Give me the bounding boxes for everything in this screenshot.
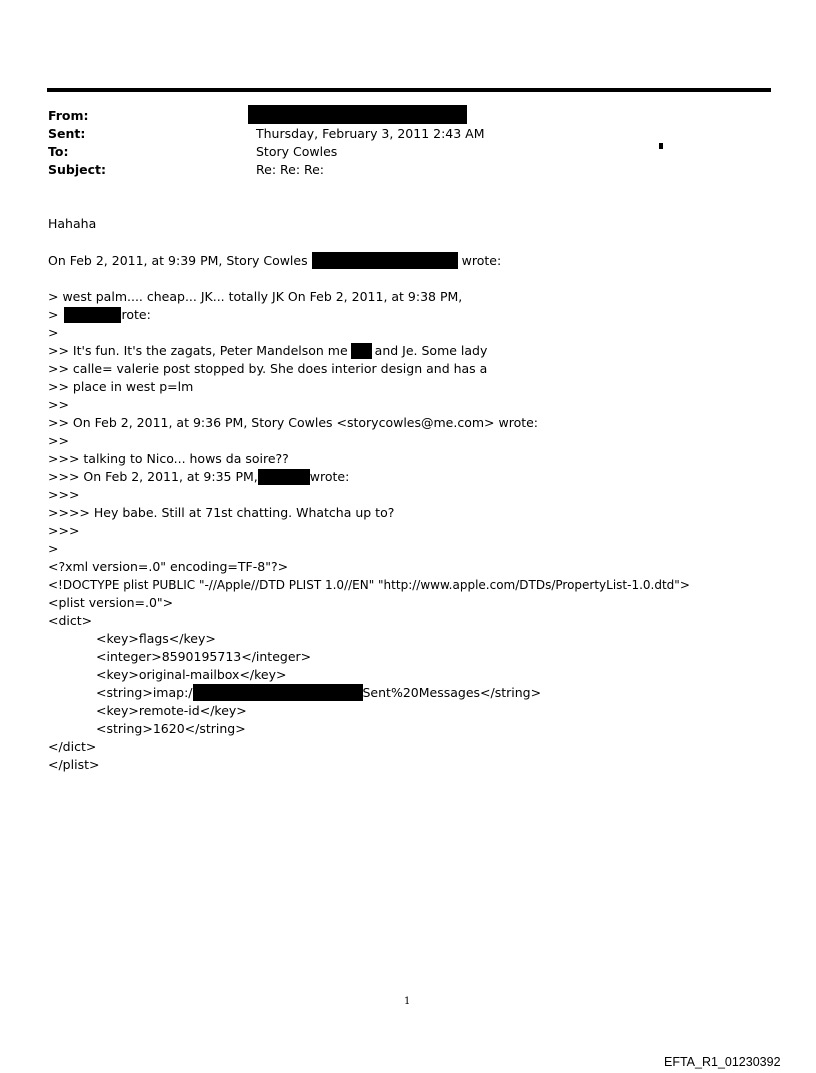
quote-line-14: >>> — [48, 523, 80, 538]
string-remote: <string>1620</string> — [96, 721, 246, 736]
email-redaction — [312, 252, 458, 269]
plist-doctype: <!DOCTYPE plist PUBLIC "-//Apple//DTD PLIST 1.0//EN" "http://www.apple.com/DTDs/PropertyList-1.0.dtd"> — [48, 578, 690, 592]
from-redaction — [248, 105, 467, 124]
quote-2-prefix: > — [48, 307, 59, 322]
quote-4-start: >> It's fun. It's the zagats, Peter Mandelson me — [48, 343, 348, 358]
attribution-end: wrote: — [461, 253, 502, 268]
subject-label: Subject: — [48, 162, 106, 177]
subject-value: Re: Re: Re: — [256, 162, 325, 177]
quote-line-6: >> place in west p=lm — [48, 379, 194, 394]
sent-label: Sent: — [48, 126, 86, 141]
quote-line-11 — [48, 468, 349, 486]
quote-11-end: wrote: — [309, 469, 350, 484]
stray-mark — [659, 143, 663, 149]
plist-open: <plist version=.0"> — [48, 595, 174, 610]
imap-redaction — [193, 684, 363, 701]
dict-close: </dict> — [48, 739, 97, 754]
from-label: From: — [48, 108, 89, 123]
attribution-line — [48, 252, 501, 270]
quote-line-4 — [48, 342, 487, 360]
key-flags: <key>flags</key> — [96, 631, 216, 646]
sent-value: Thursday, February 3, 2011 2:43 AM — [256, 126, 485, 141]
quote-4-end: and Je. Some lady — [374, 343, 488, 358]
quote-11-start: >>> On Feb 2, 2011, at 9:35 PM, — [48, 469, 258, 484]
document-id: EFTA_R1_01230392 — [664, 1055, 781, 1069]
quote-line-7: >> — [48, 397, 69, 412]
string-imap — [96, 684, 541, 702]
quote-line-3: > — [48, 325, 59, 340]
quote-2-suffix: rote: — [121, 307, 151, 322]
integer-flags: <integer>8590195713</integer> — [96, 649, 312, 664]
attribution-start: On Feb 2, 2011, at 9:39 PM, Story Cowles — [48, 253, 308, 268]
key-mailbox: <key>original-mailbox</key> — [96, 667, 287, 682]
key-remote: <key>remote-id</key> — [96, 703, 247, 718]
quote-line-2 — [48, 306, 151, 324]
quote-line-10: >>> talking to Nico... hows da soire?? — [48, 451, 289, 466]
quote-line-13: >>>> Hey babe. Still at 71st chatting. Whatcha up to? — [48, 505, 395, 520]
xml-declaration: <?xml version=.0" encoding=TF-8"?> — [48, 559, 289, 574]
page-number: 1 — [404, 996, 411, 1007]
quote-line-9: >> — [48, 433, 69, 448]
name-redaction — [64, 307, 121, 323]
dict-open: <dict> — [48, 613, 93, 628]
imap-end: Sent%20Messages</string> — [362, 685, 542, 700]
header-rule — [47, 88, 771, 92]
quote-line-15: > — [48, 541, 59, 556]
to-value: Story Cowles — [256, 144, 338, 159]
quote-line-5: >> calle= valerie post stopped by. She does interior design and has a — [48, 361, 488, 376]
quote-line-1: > west palm.... cheap... JK... totally JK On Feb 2, 2011, at 9:38 PM, — [48, 289, 463, 304]
imap-start: <string>imap:/ — [96, 685, 193, 700]
name-redaction-3 — [258, 469, 310, 485]
name-redaction-2 — [351, 343, 372, 359]
plist-close: </plist> — [48, 757, 100, 772]
reply-text: Hahaha — [48, 216, 97, 231]
quote-line-8: >> On Feb 2, 2011, at 9:36 PM, Story Cowles <storycowles@me.com> wrote: — [48, 415, 539, 430]
quote-line-12: >>> — [48, 487, 80, 502]
to-label: To: — [48, 144, 69, 159]
